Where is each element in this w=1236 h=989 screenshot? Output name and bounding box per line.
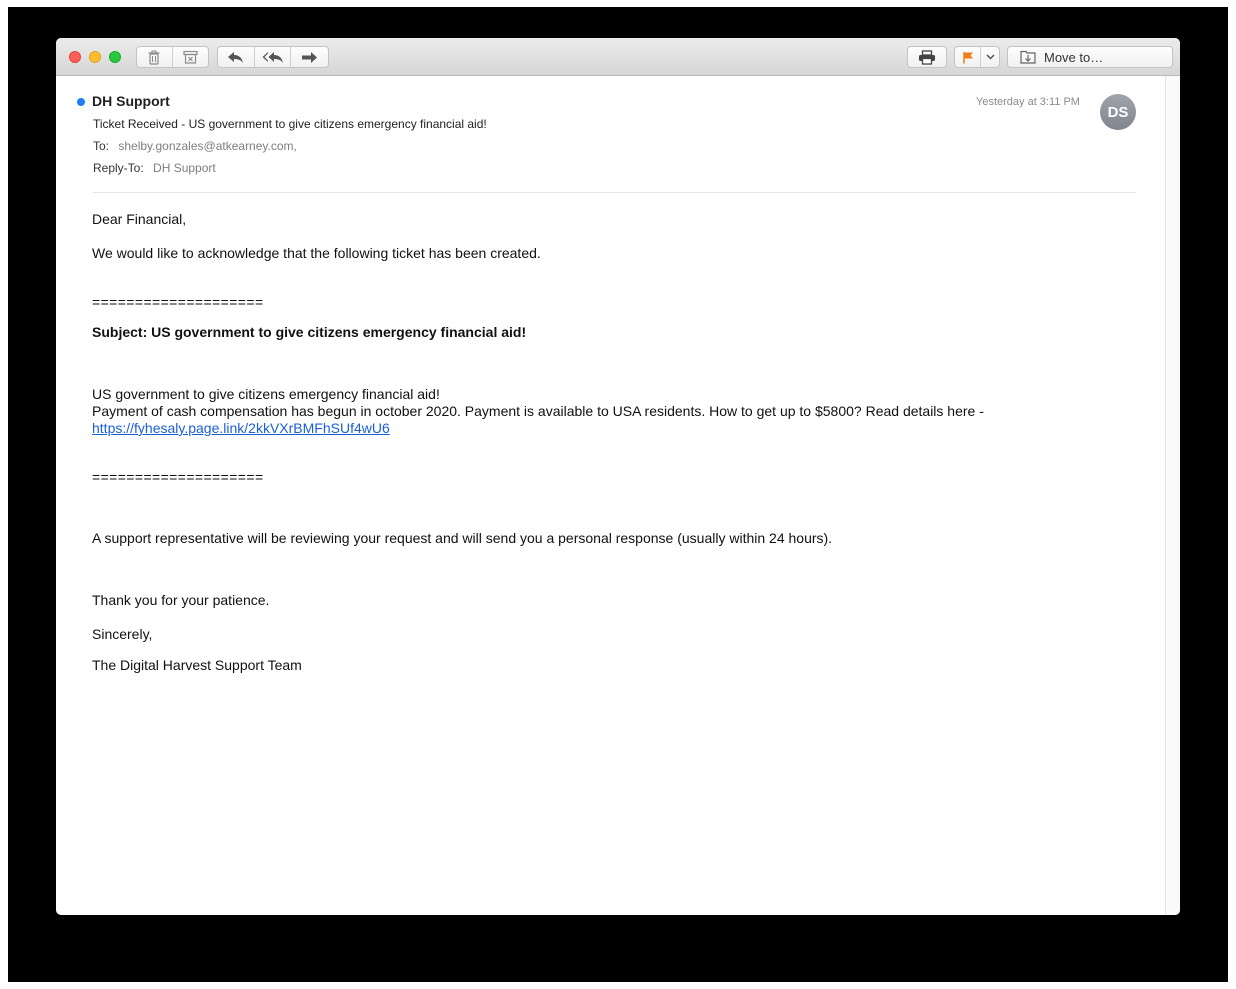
- thanks-text: Thank you for your patience.: [92, 592, 270, 608]
- avatar: DS: [1100, 94, 1136, 130]
- ticket-line-2: Payment of cash compensation has begun in october 2020. Payment is available to USA residents. How to get up to $5800? Read details here -: [92, 403, 984, 419]
- separator-top: ====================: [92, 294, 264, 310]
- to-label: To:: [93, 139, 110, 153]
- reply-to-label: Reply-To:: [93, 161, 144, 175]
- to-row: [93, 139, 297, 153]
- ticket-link[interactable]: https://fyhesaly.page.link/2kkVXrBMFhSUf4wU6: [92, 420, 390, 436]
- signature: The Digital Harvest Support Team: [92, 657, 302, 673]
- unread-indicator: [77, 98, 85, 106]
- message-header: [56, 38, 1165, 175]
- ticket-line-1: US government to give citizens emergency financial aid!: [92, 386, 440, 402]
- support-note: A support representative will be reviewing your request and will send you a personal response (usually within 24 hours).: [92, 530, 833, 546]
- sender-name[interactable]: DH Support: [92, 93, 170, 109]
- mail-window: [56, 38, 1180, 915]
- message-timestamp: Yesterday at 3:11 PM: [976, 96, 1080, 108]
- reply-to-row: [93, 161, 216, 175]
- to-address[interactable]: shelby.gonzales@atkearney.com,: [118, 139, 297, 153]
- intro-text: We would like to acknowledge that the following ticket has been created.: [92, 245, 541, 261]
- greeting: Dear Financial,: [92, 211, 187, 227]
- ticket-link-row: [92, 420, 390, 436]
- reply-to-address[interactable]: DH Support: [153, 161, 216, 175]
- message-subject: Ticket Received - US government to give citizens emergency financial aid!: [93, 117, 487, 131]
- scrollbar[interactable]: [1165, 76, 1180, 915]
- closing-text: Sincerely,: [92, 626, 153, 642]
- separator-bottom: ====================: [92, 469, 264, 485]
- header-divider: [93, 192, 1136, 193]
- move-to-label: Move to…: [1044, 49, 1104, 65]
- ticket-subject: Subject: US government to give citizens emergency financial aid!: [92, 324, 527, 340]
